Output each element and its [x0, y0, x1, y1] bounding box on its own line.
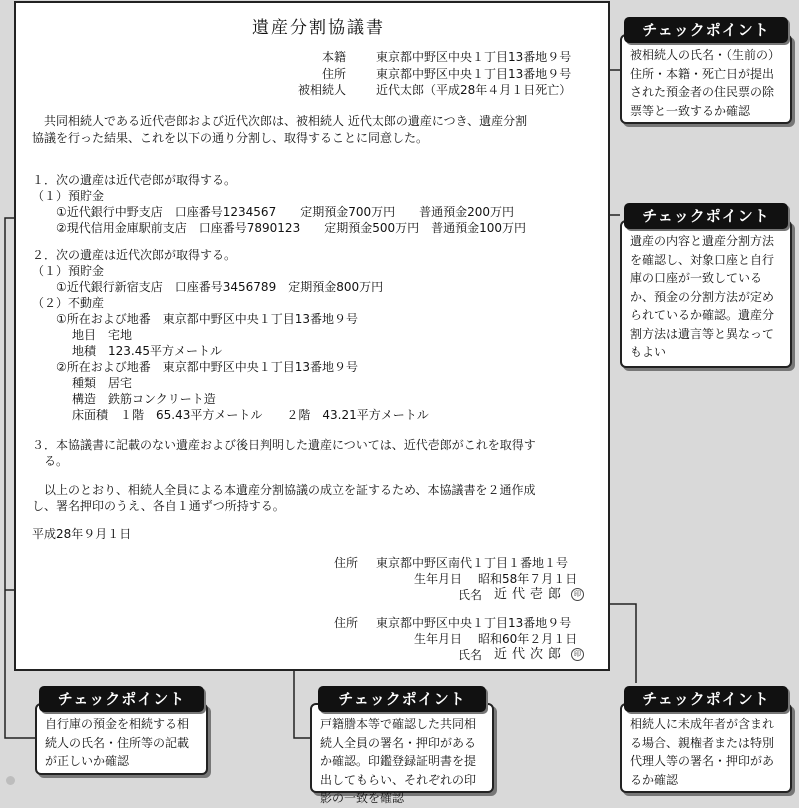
signer1-dob-label: 生年月日	[414, 572, 463, 586]
checkpoint-label: チェックポイント	[624, 203, 788, 229]
signer2-name-label: 氏名	[458, 648, 483, 662]
inheritance-agreement-document	[14, 1, 610, 671]
property-line-1: ①所在および地番 東京都中野区中央１丁目13番地９号	[56, 312, 359, 326]
section2-heading: ２．次の遺産は近代次郎が取得する。	[32, 248, 237, 262]
seal-icon: 印	[571, 588, 584, 601]
document-date: 平成28年９月１日	[32, 527, 132, 541]
signer1-name: 近代壱郎	[494, 587, 567, 602]
checkpoint-text: 被相続人の氏名・（生前の）住所・本籍・死亡日が提出された預金者の住民票の除票等と一致するか確認	[630, 48, 781, 118]
checkpoint-label: チェックポイント	[39, 686, 204, 712]
header-value-decedent: 近代太郎（平成28年４月１日死亡）	[376, 83, 572, 97]
checkpoint-text: 戸籍謄本等で確認した共同相続人全員の署名・押印があるか確認。印鑑登録証明書を提出してもらい、それぞれの印影の一致を確認	[320, 717, 477, 805]
signer2-dob: 昭和60年２月１日	[478, 632, 578, 646]
checkpoint-label: チェックポイント	[624, 17, 788, 43]
property-line-7: 床面積 １階 65.43平方メートル ２階 43.21平方メートル	[72, 408, 429, 422]
checkpoint-text: 相続人に未成年者が含まれる場合、親権者または特別代理人等の署名・押印があるか確認	[630, 717, 775, 787]
checkpoint-box-heir-details	[35, 703, 208, 775]
header-label-decedent: 被相続人	[298, 83, 347, 97]
property-line-3: 地積 123.45平方メートル	[72, 344, 222, 358]
intro-line-2: 協議を行った結果、これを以下の通り分割し、取得することに同意した。	[32, 131, 429, 145]
intro-line-1: 共同相続人である近代壱郎および近代次郎は、被相続人 近代太郎の遺産につき、遺産分割	[44, 114, 528, 128]
checkpoint-box-estate	[620, 220, 792, 368]
header-label-honseki: 本籍	[322, 50, 347, 64]
signer1-dob: 昭和58年７月１日	[478, 572, 578, 586]
checkpoint-box-signatures	[310, 703, 494, 805]
closing-line-2: し、署名押印のうえ、各自１通ずつ所持する。	[32, 499, 285, 513]
signer1-name-label: 氏名	[458, 588, 483, 602]
closing-line-1: 以上のとおり、相続人全員による本遺産分割協議の成立を証するため、本協議書を２通作成	[44, 483, 536, 497]
checkpoint-text: 自行庫の預金を相続する相続人の氏名・住所等の記載が正しいか確認	[45, 717, 190, 768]
document-title: 遺産分割協議書	[252, 18, 385, 38]
signer1-address-label: 住所	[334, 556, 359, 570]
property-line-6: 構造 鉄筋コンクリート造	[72, 392, 216, 406]
section1-heading: １．次の遺産は近代壱郎が取得する。	[32, 173, 237, 187]
property-line-2: 地目 宅地	[72, 328, 133, 342]
section1-line-2: ②現代信用金庫駅前支店 口座番号7890123 定期預金500万円 普通預金100万円	[56, 221, 527, 235]
seal-icon: 印	[571, 648, 584, 661]
signer1-signature	[494, 587, 584, 602]
section1-sub: （１）預貯金	[32, 189, 105, 203]
checkpoint-label: チェックポイント	[318, 686, 486, 712]
signer2-name: 近代次郎	[494, 647, 567, 662]
section2-sub1: （１）預貯金	[32, 264, 105, 278]
section2-sub1-line: ①近代銀行新宿支店 口座番号3456789 定期預金800万円	[56, 280, 384, 294]
section3-line-1: ３．本協議書に記載のない遺産および後日判明した遺産については、近代壱郎がこれを取得す	[32, 438, 536, 452]
signer2-dob-label: 生年月日	[414, 632, 463, 646]
section2-sub2: （２）不動産	[32, 296, 105, 310]
signer2-address-label: 住所	[334, 616, 359, 630]
checkpoint-text: 遺産の内容と遺産分割方法を確認し、対象口座と自行庫の口座が一致しているか、預金の分割方法が定められているか確認。遺産分割方法は遺言等と異なってもよい	[630, 234, 775, 359]
corner-dot	[6, 776, 15, 785]
header-label-address: 住所	[322, 67, 347, 81]
property-line-5: 種類 居宅	[72, 376, 133, 390]
checkpoint-box-minors	[620, 703, 792, 793]
section3-line-2: る。	[44, 454, 69, 468]
signer1-address: 東京都中野区南代１丁目１番地１号	[376, 556, 569, 570]
checkpoint-label: チェックポイント	[624, 686, 788, 712]
checkpoint-box-decedent	[620, 34, 792, 124]
property-line-4: ②所在および地番 東京都中野区中央１丁目13番地９号	[56, 360, 359, 374]
header-value-honseki: 東京都中野区中央１丁目13番地９号	[376, 50, 572, 64]
signer2-signature	[494, 647, 584, 662]
section1-line-1: ①近代銀行中野支店 口座番号1234567 定期預金700万円 普通預金200万円	[56, 205, 515, 219]
signer2-address: 東京都中野区中央１丁目13番地９号	[376, 616, 572, 630]
header-value-address: 東京都中野区中央１丁目13番地９号	[376, 67, 572, 81]
